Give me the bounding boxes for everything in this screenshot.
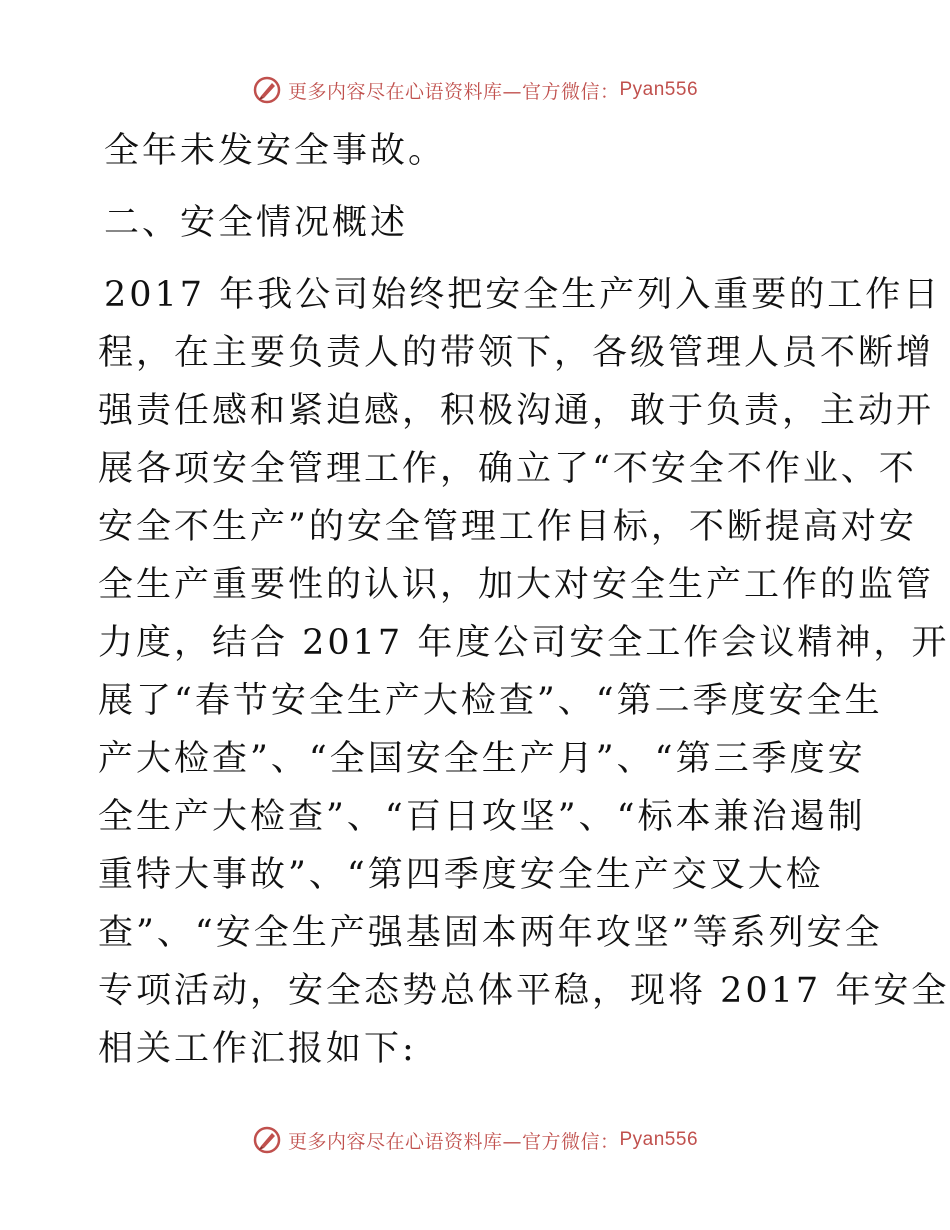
paragraph-line: 查”、“安全生产强基固本两年攻坚”等系列安全 — [98, 913, 883, 953]
watermark-header — [0, 70, 950, 110]
watermark-wechat-id: Pyan556 — [619, 1129, 699, 1150]
watermark-footer — [0, 1120, 950, 1160]
watermark-text: 更多内容尽在心语资料库—官方微信： — [287, 80, 620, 103]
paragraph-line: 力度，结合 2017 年度公司安全工作会议精神，开 — [98, 623, 950, 663]
watermark-text: 更多内容尽在心语资料库—官方微信： — [287, 1130, 620, 1153]
paragraph-line: 产大检查”、“全国安全生产月”、“第三季度安 — [98, 739, 866, 779]
pen-logo-icon — [252, 75, 282, 105]
paragraph-line: 重特大事故”、“第四季度安全生产交叉大检 — [98, 855, 824, 895]
paragraph-line: 程，在主要负责人的带领下，各级管理人员不断增 — [98, 333, 935, 373]
watermark-wechat-id: Pyan556 — [619, 79, 699, 100]
paragraph-line: 展了“春节安全生产大检查”、“第二季度安全生 — [98, 681, 883, 721]
paragraph-line: 强责任感和紧迫感，积极沟通，敢于负责，主动开 — [98, 391, 935, 431]
paragraph-line: 专项活动，安全态势总体平稳，现将 2017 年安全 — [98, 971, 950, 1011]
paragraph-line: 全年未发安全事故。 — [104, 131, 447, 171]
paragraph-line: 全生产重要性的认识，加大对安全生产工作的监管 — [98, 565, 935, 605]
paragraph-line: 2017 年我公司始终把安全生产列入重要的工作日 — [104, 275, 942, 315]
paragraph-line: 安全不生产”的安全管理工作目标，不断提高对安 — [98, 507, 917, 547]
paragraph-line: 全生产大检查”、“百日攻坚”、“标本兼治遏制 — [98, 797, 866, 837]
document-body — [98, 122, 950, 1078]
pen-logo-icon — [252, 1125, 282, 1155]
paragraph-line: 展各项安全管理工作，确立了“不安全不作业、不 — [98, 449, 917, 489]
section-heading: 二、安全情况概述 — [104, 203, 409, 243]
paragraph-line: 相关工作汇报如下: — [98, 1029, 417, 1069]
